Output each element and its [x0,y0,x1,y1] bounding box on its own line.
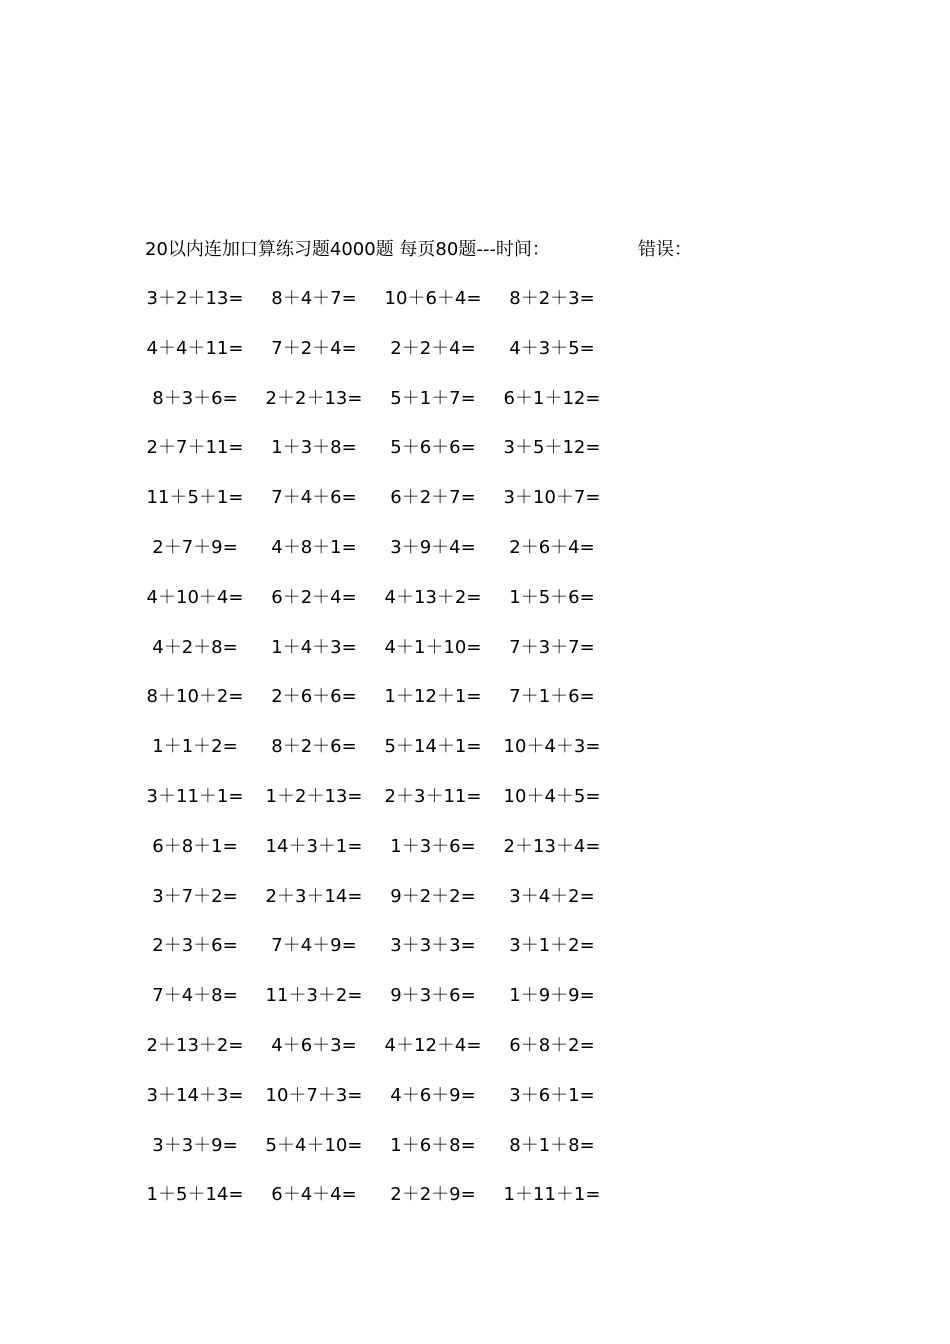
problem-row [140,883,640,911]
problem-row [140,1082,640,1110]
problem-item: 1＋6＋8= [390,1134,476,1156]
problem-item: 3＋1＋2= [509,935,595,957]
problem-item: 4＋8＋1= [271,537,357,558]
problem-item: 2＋6＋6= [271,686,357,708]
problem-item: 2＋13＋2= [146,1035,244,1056]
problem-item: 1＋11＋1= [503,1184,601,1206]
problem-item: 11＋5＋1= [146,487,244,509]
problem-item: 2＋2＋9= [390,1184,476,1206]
problem-item: 4＋3＋5= [509,337,595,359]
problem-item: 1＋4＋3= [271,636,357,658]
problem-item: 3＋4＋2= [509,885,595,907]
problem-row [140,534,640,562]
problem-item: 7＋1＋6= [509,686,595,708]
problem-item: 8＋3＋6= [152,387,238,409]
problem-item: 3＋11＋1= [146,786,244,807]
problem-row [140,335,640,363]
problem-item: 6＋2＋4= [271,586,357,608]
problem-item: 3＋5＋12= [503,437,601,459]
problem-item: 1＋1＋2= [152,736,238,758]
problem-item: 5＋6＋6= [390,437,476,459]
problem-item: 1＋5＋14= [146,1184,244,1206]
problem-item: 2＋7＋11= [146,437,244,459]
problem-item: 6＋1＋12= [503,387,601,409]
problem-row [140,683,640,711]
problem-item: 10＋6＋4= [384,288,482,309]
problem-item: 10＋4＋3= [503,736,601,758]
problem-item: 4＋1＋10= [384,636,482,658]
problem-item: 4＋6＋9= [390,1084,476,1106]
problem-item: 4＋6＋3= [271,1035,357,1056]
problem-item: 2＋13＋4= [503,835,601,857]
problem-item: 2＋3＋6= [152,935,238,957]
problem-row [140,385,640,413]
problem-item: 7＋4＋8= [152,985,238,1007]
problem-item: 2＋3＋11= [384,786,482,807]
problem-item: 3＋3＋9= [152,1134,238,1156]
problem-item: 4＋2＋8= [152,636,238,658]
problem-row [140,932,640,960]
problem-row [140,833,640,861]
problem-item: 8＋10＋2= [146,686,244,708]
problem-item: 3＋10＋7= [503,487,601,509]
problem-item: 3＋2＋13= [146,288,244,309]
problem-item: 5＋4＋10= [265,1134,363,1156]
problem-item: 4＋10＋4= [146,586,244,608]
problem-item: 5＋14＋1= [384,736,482,758]
problem-row [140,1181,640,1209]
problem-item: 4＋12＋4= [384,1035,482,1056]
problem-item: 6＋8＋1= [152,835,238,857]
problem-row [140,783,640,811]
worksheet-title: 20以内连加口算练习题4000题 每页80题---时间： [145,239,550,260]
problem-item: 2＋2＋13= [265,387,363,409]
problem-item: 1＋9＋9= [509,985,595,1007]
problem-row [140,285,640,313]
problem-item: 1＋2＋13= [265,786,363,807]
problem-item: 6＋8＋2= [509,1035,595,1056]
problem-item: 11＋3＋2= [265,985,363,1007]
problem-item: 7＋4＋6= [271,487,357,509]
problem-item: 3＋14＋3= [146,1084,244,1106]
problem-item: 7＋4＋9= [271,935,357,957]
problem-item: 8＋2＋6= [271,736,357,758]
problem-item: 10＋4＋5= [503,786,601,807]
problem-row [140,434,640,462]
problem-item: 5＋1＋7= [390,387,476,409]
problem-item: 3＋6＋1= [509,1084,595,1106]
problem-item: 1＋12＋1= [384,686,482,708]
problem-item: 4＋4＋11= [146,337,244,359]
problem-item: 4＋13＋2= [384,586,482,608]
problem-item: 6＋4＋4= [271,1184,357,1206]
problem-item: 1＋3＋8= [271,437,357,459]
problem-row [140,634,640,662]
problem-item: 2＋6＋4= [509,537,595,558]
problem-item: 10＋7＋3= [265,1084,363,1106]
problem-item: 9＋3＋6= [390,985,476,1007]
problem-item: 3＋7＋2= [152,885,238,907]
problem-item: 9＋2＋2= [390,885,476,907]
problem-row [140,1132,640,1160]
problem-item: 8＋4＋7= [271,288,357,309]
problem-row [140,584,640,612]
problem-item: 7＋3＋7= [509,636,595,658]
errors-label: 错误： [638,239,692,260]
worksheet-header [145,237,692,263]
problem-item: 8＋2＋3= [509,288,595,309]
problem-item: 2＋7＋9= [152,537,238,558]
problem-item: 7＋2＋4= [271,337,357,359]
problem-item: 8＋1＋8= [509,1134,595,1156]
problem-item: 1＋3＋6= [390,835,476,857]
problem-item: 1＋5＋6= [509,586,595,608]
problem-item: 2＋3＋14= [265,885,363,907]
problem-row [140,484,640,512]
problem-item: 14＋3＋1= [265,835,363,857]
problem-row [140,1032,640,1060]
problem-item: 3＋3＋3= [390,935,476,957]
problem-row [140,982,640,1010]
problem-row [140,733,640,761]
problem-item: 2＋2＋4= [390,337,476,359]
problem-item: 3＋9＋4= [390,537,476,558]
problem-item: 6＋2＋7= [390,487,476,509]
